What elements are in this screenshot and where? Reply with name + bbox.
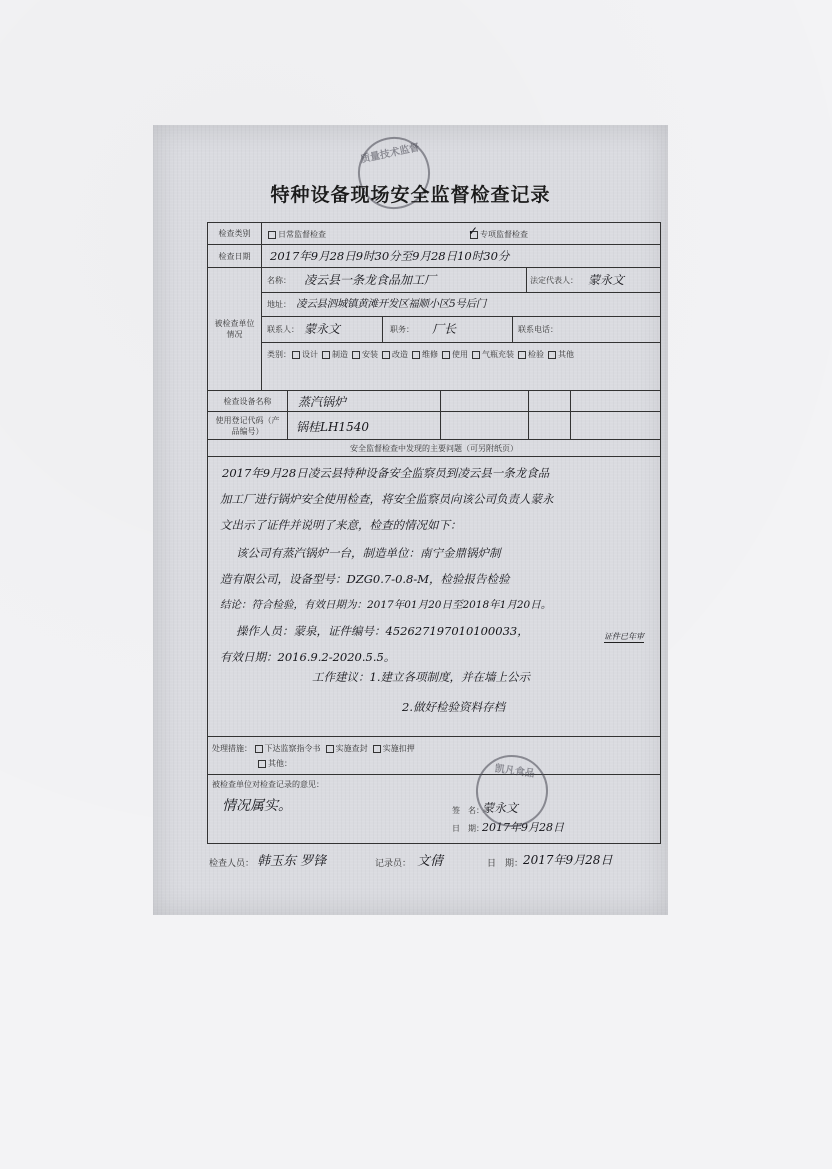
unit-category-line [262,342,660,391]
registration-code-value: 锅桂LH1540 [296,420,369,434]
divider [512,316,513,342]
address-value: 凌云县泗城镇黄滩开发区福顺小区5号后门 [296,298,486,310]
checkbox-icon [442,351,450,359]
category-option [442,350,468,359]
option-daily-label: 日常监督检查 [278,230,326,239]
unit-name-value: 凌云县一条龙食品加工厂 [304,273,437,287]
document-title: 特种设备现场安全监督检查记录 [270,184,551,206]
inspector-label: 检查人员： [209,859,255,869]
row-registration-code [208,412,660,440]
footer-date-value: 2017年9月28日 [523,853,613,867]
checkbox-icon [326,745,334,753]
checkbox-icon [412,351,420,359]
checkbox-icon [382,351,390,359]
findings-line: 文出示了证件并说明了来意，检查的情况如下： [220,518,462,532]
row-inspection-type [208,223,660,245]
unit-name-line [262,268,660,293]
row-opinion [208,775,660,843]
checkbox-icon [258,760,266,768]
legal-rep-label: 法定代表人： [530,276,578,285]
inspection-type-label: 检查类别 [208,223,262,244]
contact-label: 联系人： [267,325,299,334]
position-label: 职务： [390,325,414,334]
inspection-date-value: 2017年9月28日9时30分至9月28日10时30分 [270,249,510,263]
category-label: 类别： [267,350,291,359]
category-label-text: 维修 [422,350,438,359]
checkbox-icon [268,231,276,239]
official-seal-top: 质量技术监督 [351,130,436,215]
category-label-text: 气瓶充装 [482,350,514,359]
findings-line: 操作人员：蒙泉，证件编号：452627197010100033， [236,624,529,638]
category-option [322,350,348,359]
findings-line: 2.做好检验资料存档 [402,700,505,714]
category-label-text: 检验 [528,350,544,359]
opinion-label: 被检查单位对检查记录的意见： [212,780,324,789]
category-option [382,350,408,359]
category-option [412,350,438,359]
findings-line: 加工厂进行锅炉安全使用检查，将安全监察员向该公司负责人蒙永 [220,492,554,506]
category-option [548,350,574,359]
measure-option: 实施扣押 [382,744,415,753]
category-option [292,350,318,359]
measures-label: 处理措施： [212,744,252,753]
category-option [518,350,544,359]
category-option [352,350,378,359]
category-label-text: 改造 [392,350,408,359]
margin-note: 证件已年审 [604,632,644,641]
sign-value: 蒙永文 [482,801,519,815]
sign-label: 签 名： [452,806,484,815]
recorder-label: 记录员： [375,859,412,869]
row-findings-header [208,440,660,457]
inspector-value: 韩玉东 罗锋 [257,854,327,869]
document-page [153,125,668,915]
findings-line: 造有限公司，设备型号：DZG0.7-0.8-M，检验报告检验 [220,572,510,586]
unit-info-label: 被检查单位情况 [208,268,262,390]
divider [526,268,527,292]
unit-address-line [262,292,660,317]
category-label-text: 制造 [332,350,348,359]
equipment-name-value: 蒸汽锅炉 [298,395,347,409]
legal-rep-value: 蒙永文 [588,273,625,287]
category-label-text: 设计 [302,350,318,359]
category-label-text: 使用 [452,350,468,359]
opinion-value: 情况属实。 [222,798,292,814]
checkbox-icon [472,351,480,359]
option-daily-check [268,229,326,240]
checkbox-icon [373,745,381,753]
position-value: 厂长 [432,322,457,336]
option-special-label: 专项监督检查 [480,230,528,239]
measure-option: 下达监察指令书 [264,744,321,753]
category-option [472,350,514,359]
option-special-check [468,224,528,240]
opinion-date-label: 日 期： [452,824,484,833]
contact-value: 蒙永文 [304,322,341,336]
category-label-text: 其他 [558,350,574,359]
measure-option: 实施查封 [335,744,368,753]
recorder-value: 文倩 [417,854,444,869]
divider [382,316,383,342]
unit-contact-line [262,316,660,343]
phone-label: 联系电话： [518,325,558,334]
registration-code-label: 使用登记代码（产品编号） [208,412,288,439]
category-label-text: 安装 [362,350,378,359]
findings-line: 该公司有蒸汽锅炉一台，制造单位：南宁金鼎锅炉制 [236,546,501,560]
checkbox-icon [548,351,556,359]
row-equipment-name [208,391,660,412]
measures-line [212,743,415,754]
row-findings-body [208,457,660,737]
findings-line: 有效日期：2016.9.2-2020.5.5。 [220,650,396,664]
row-measures [208,737,660,775]
findings-line: 2017年9月28日凌云县特种设备安全监察员到凌云县一条龙食品 [222,466,550,480]
checkbox-icon [518,351,526,359]
company-seal: 凯凡食品 [471,750,552,831]
unit-name-label: 名称： [267,276,291,285]
measure-option: 其他： [268,759,292,768]
checkbox-icon [352,351,360,359]
inspection-form [207,222,661,844]
equipment-name-label: 检查设备名称 [208,391,288,411]
checkbox-icon [322,351,330,359]
footer-date-label: 日 期： [487,859,524,869]
findings-header: 安全监督检查中发现的主要问题（可另附纸页） [350,444,518,453]
category-options [292,349,578,360]
check-mark-icon: ✓ [468,224,479,238]
row-inspection-date [208,245,660,268]
checkbox-icon [292,351,300,359]
row-unit-info [208,268,660,391]
findings-line: 结论：符合检验，有效日期为：2017年01月20日至2018年1月20日。 [220,599,552,611]
opinion-date-value: 2017年9月28日 [482,821,564,834]
checkbox-icon [255,745,263,753]
measures-other [258,758,292,769]
inspection-date-label: 检查日期 [208,245,262,267]
address-label: 地址： [267,300,291,309]
findings-line: 工作建议：1.建立各项制度，并在墙上公示 [312,670,530,684]
